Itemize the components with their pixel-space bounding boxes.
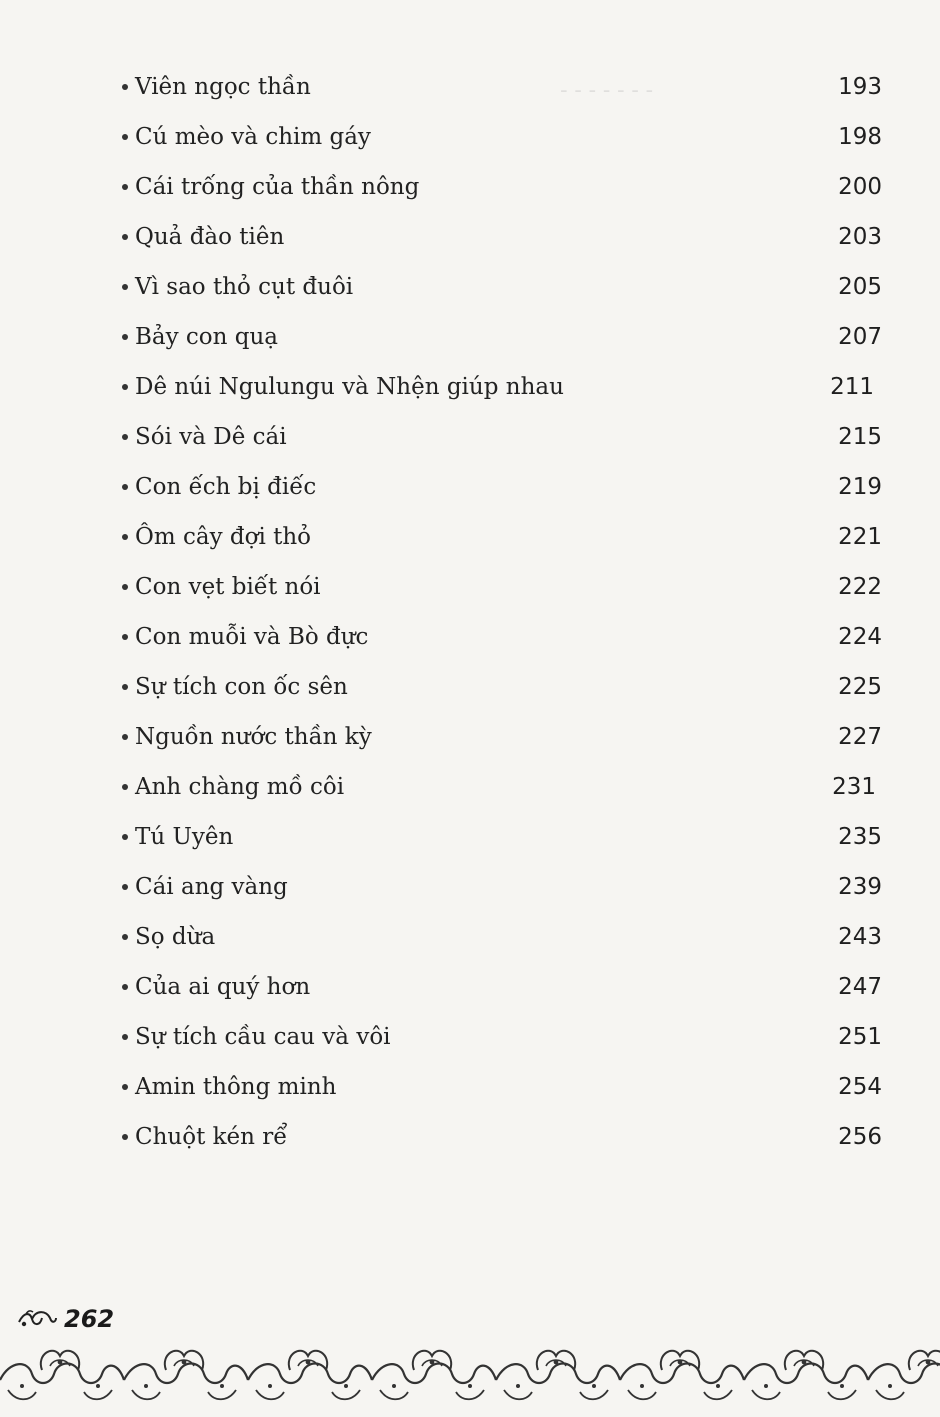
toc-entry bbox=[122, 662, 882, 712]
bullet-icon bbox=[122, 384, 128, 390]
toc-entry-page: 207 bbox=[838, 324, 882, 350]
page-footer bbox=[16, 1305, 114, 1333]
bullet-icon bbox=[122, 884, 128, 890]
bullet-icon bbox=[122, 484, 128, 490]
toc-entry bbox=[122, 812, 882, 862]
toc-entry-title: Chuột kén rể bbox=[135, 1124, 288, 1150]
toc-entry-page: 256 bbox=[838, 1124, 882, 1150]
toc-entry bbox=[122, 862, 882, 912]
toc-entry-title: Quả đào tiên bbox=[135, 224, 285, 250]
toc-entry-title: Bảy con quạ bbox=[135, 324, 279, 350]
page-number: 262 bbox=[64, 1305, 115, 1333]
toc-entry-page: 243 bbox=[838, 924, 882, 950]
bullet-icon bbox=[122, 1084, 128, 1090]
toc-entry bbox=[122, 512, 882, 562]
toc-entry-title: Nguồn nước thần kỳ bbox=[135, 724, 372, 750]
toc-entry bbox=[122, 212, 882, 262]
bullet-icon bbox=[122, 84, 128, 90]
toc-entry-title: Cái ang vàng bbox=[135, 874, 288, 900]
toc-entry bbox=[122, 162, 882, 212]
toc-entry-page: 247 bbox=[838, 974, 882, 1000]
toc-entry bbox=[122, 912, 882, 962]
flourish-icon bbox=[16, 1306, 58, 1332]
toc-entry-page: 235 bbox=[838, 824, 882, 850]
bullet-icon bbox=[122, 1034, 128, 1040]
bullet-icon bbox=[122, 184, 128, 190]
toc-entry-title: Sọ dừa bbox=[135, 924, 216, 950]
bullet-icon bbox=[122, 234, 128, 240]
toc-entry-page: 205 bbox=[838, 274, 882, 300]
toc-entry-title: Con ếch bị điếc bbox=[135, 474, 317, 500]
toc-entry-title: Dê núi Ngulungu và Nhện giúp nhau bbox=[135, 374, 564, 400]
toc-entry-page: 222 bbox=[838, 574, 882, 600]
toc-entry bbox=[122, 62, 882, 112]
toc-entry-page: 225 bbox=[838, 674, 882, 700]
toc-entry bbox=[122, 312, 882, 362]
toc-entry bbox=[122, 712, 882, 762]
toc-entry bbox=[122, 562, 882, 612]
toc-entry bbox=[122, 1112, 882, 1162]
toc-entry-page: 221 bbox=[838, 524, 882, 550]
toc-entry bbox=[122, 962, 882, 1012]
toc-entry-title: Sự tích con ốc sên bbox=[135, 674, 348, 700]
toc-entry-page: 254 bbox=[838, 1074, 882, 1100]
bullet-icon bbox=[122, 984, 128, 990]
toc-entry-page: 203 bbox=[838, 224, 882, 250]
toc-entry bbox=[122, 1012, 882, 1062]
toc-entry-title: Tú Uyên bbox=[135, 824, 234, 850]
toc-entry-title: Sói và Dê cái bbox=[135, 424, 287, 450]
toc-entry-page: 231 bbox=[832, 774, 876, 800]
toc-entry bbox=[122, 462, 882, 512]
toc-entry-title: Con vẹt biết nói bbox=[135, 574, 321, 600]
toc-entry bbox=[122, 1062, 882, 1112]
toc-entry-page: 211 bbox=[830, 374, 874, 400]
toc-entry-page: 227 bbox=[838, 724, 882, 750]
bullet-icon bbox=[122, 284, 128, 290]
toc-entry-title: Viên ngọc thần bbox=[135, 74, 311, 100]
bullet-icon bbox=[122, 784, 128, 790]
toc-entry bbox=[122, 112, 882, 162]
toc-entry bbox=[122, 412, 882, 462]
toc-entry-page: 193 bbox=[838, 74, 882, 100]
bullet-icon bbox=[122, 434, 128, 440]
toc-entry-page: 198 bbox=[838, 124, 882, 150]
toc-entry-page: 224 bbox=[838, 624, 882, 650]
toc-entry-page: 200 bbox=[838, 174, 882, 200]
bullet-icon bbox=[122, 334, 128, 340]
bullet-icon bbox=[122, 934, 128, 940]
toc-entry-title: Của ai quý hơn bbox=[135, 974, 311, 1000]
toc-entry-title: Cái trống của thần nông bbox=[135, 174, 420, 200]
toc-entry-page: 239 bbox=[838, 874, 882, 900]
toc-entry-page: 219 bbox=[838, 474, 882, 500]
toc-entry-page: 251 bbox=[838, 1024, 882, 1050]
toc-entry-title: Anh chàng mồ côi bbox=[135, 774, 345, 800]
bullet-icon bbox=[122, 684, 128, 690]
bullet-icon bbox=[122, 534, 128, 540]
bullet-icon bbox=[122, 134, 128, 140]
toc-entry bbox=[122, 262, 882, 312]
bullet-icon bbox=[122, 734, 128, 740]
bleed-through-text: - - - - - - - bbox=[560, 78, 654, 102]
toc-entry bbox=[122, 762, 882, 812]
toc-entry-title: Con muỗi và Bò đực bbox=[135, 624, 369, 650]
table-of-contents bbox=[122, 62, 882, 1162]
bullet-icon bbox=[122, 634, 128, 640]
bullet-icon bbox=[122, 1134, 128, 1140]
ornamental-border bbox=[0, 1340, 940, 1417]
toc-entry-title: Amin thông minh bbox=[135, 1074, 337, 1100]
toc-entry-page: 215 bbox=[838, 424, 882, 450]
bullet-icon bbox=[122, 834, 128, 840]
toc-entry-title: Sự tích cầu cau và vôi bbox=[135, 1024, 391, 1050]
bullet-icon bbox=[122, 584, 128, 590]
toc-entry-title: Ôm cây đợi thỏ bbox=[135, 524, 312, 550]
toc-entry-title: Cú mèo và chim gáy bbox=[135, 124, 371, 150]
toc-entry bbox=[122, 612, 882, 662]
toc-entry bbox=[122, 362, 882, 412]
toc-entry-title: Vì sao thỏ cụt đuôi bbox=[135, 274, 354, 300]
